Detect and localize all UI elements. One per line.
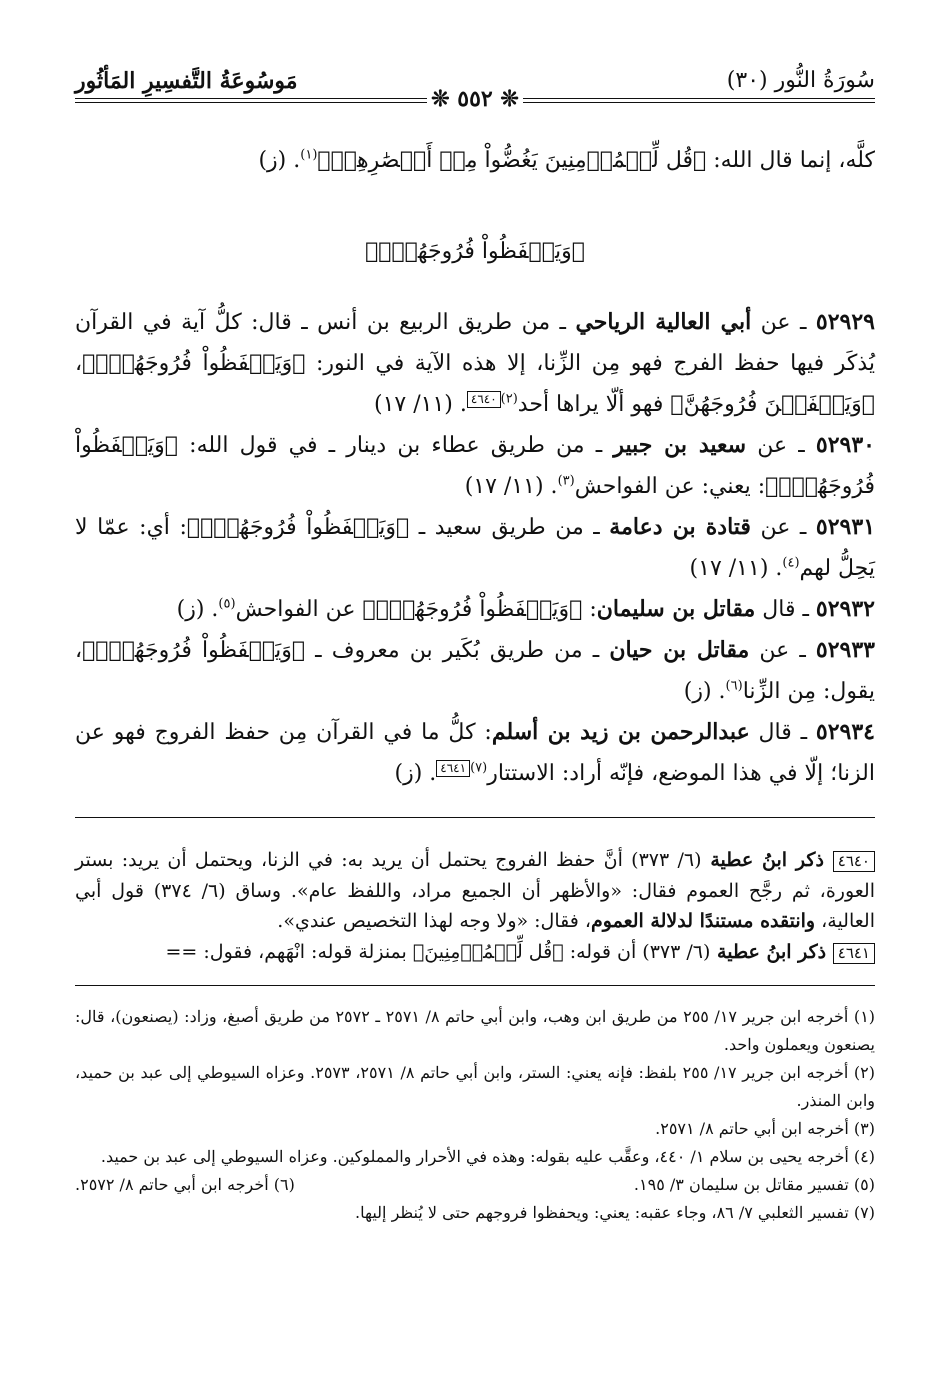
header-rule-left-thin	[75, 102, 427, 103]
footnote-ref[interactable]: (٣)	[557, 473, 575, 489]
footnote-ref[interactable]: (١)	[300, 147, 318, 163]
footnote-3: (٣) أخرجه ابن أبي حاتم ٨/ ٢٥٧١.	[655, 1119, 875, 1138]
narrator-name: عبدالرحمن بن زيد بن أسلم	[491, 719, 750, 745]
footnote-4: (٤) أخرجه يحيى بن سلام ١/ ٤٤٠، وعقَّب عليه بقوله: وهذه في الأحرار والمملوكين. وعزاه السيوطي إلى عبد بن حميد.	[100, 1147, 875, 1166]
page-number: ❊ ٥٥٢ ❊	[431, 86, 519, 112]
footnote-5: (٥) تفسير مقاتل بن سليمان ٣/ ١٩٥.	[633, 1175, 875, 1194]
narrator-name: أبي العالية الرياحي	[575, 309, 752, 335]
footnotes-divider	[75, 985, 875, 986]
entry-52931: ٥٢٩٣١ ـ عن قتادة بن دعامة ـ من طريق سعيد ـ ﴿وَيَحۡفَظُواْ فُرُوجَهُمۡۚ﴾: أي: عمّا لا يَحِلُّ لهم$^{(٤)}$. (١١/ ١٧)	[75, 514, 876, 581]
narrator-name: قتادة بن دعامة	[609, 514, 751, 540]
entry-number: ٥٢٩٣٠	[815, 432, 875, 458]
entry-number: ٥٢٩٣٢	[815, 596, 875, 622]
entry-52933: ٥٢٩٣٣ ـ عن مقاتل بن حيان ـ من طريق بُكَير بن معروف ـ ﴿وَيَحۡفَظُواْ فُرُوجَهُمۡۚ﴾، يقول: مِن الزِّنا$^{(٦)}$. (ز)	[75, 637, 875, 704]
commentary-4640: ٤٦٤٠ ذكر ابنُ عطية (٦/ ٣٧٣) أنَّ حفظ الفروج يحتمل أن يريد به: في الزنا، ويحتمل أن يريد: بستر العورة، ثم رجَّح العموم فقال: «والأظهر أن الجميع مراد، واللفظ عام». وساق (٦/ ٣٧٤) قول أبي العالية، وانتقده مستندًا لدلالة العموم، فقال: «ولا وجه لهذا التخصيص عندي».	[75, 849, 875, 932]
entry-52930: ٥٢٩٣٠ ـ عن سعيد بن جبير ـ من طريق عطاء بن دينار ـ في قول الله: ﴿وَيَحۡفَظُواْ فُرُوجَهُمۡۚ﴾: يعني: عن الفواحش$^{(٣)}$. (١١/ ١٧)	[75, 432, 875, 499]
footnote-ref[interactable]: (٤)	[782, 555, 800, 571]
main-text	[75, 140, 875, 794]
entry-52929: ٥٢٩٢٩ ـ عن أبي العالية الرياحي ـ من طريق الربيع بن أنس ـ قال: كلُّ آية في القرآن يُذكَر فيها حفظ الفرج فهو مِن الزِّنا، إلا هذه الآية في النور: ﴿وَيَحۡفَظُواْ فُرُوجَهُمۡۚ﴾، ﴿وَيَحۡفَظۡنَ فُرُوجَهُنَّ﴾ فهو ألّا يراها أحد$^{(٢)}$٤٦٤٠. (١١/ ١٧)	[75, 309, 875, 417]
entry-number: ٥٢٩٢٩	[815, 309, 875, 335]
verse-heading: ﴿وَيَحۡفَظُواْ فُرُوجَهُمۡۚ﴾	[365, 239, 585, 264]
footnotes-5-6-row	[75, 1171, 875, 1199]
entry-52932: ٥٢٩٣٢ ـ قال مقاتل بن سليمان: ﴿وَيَحۡفَظُواْ فُرُوجَهُمۡۚ﴾ عن الفواحش$^{(٥)}$. (ز)	[176, 596, 875, 622]
commentary-ref-box[interactable]: ٤٦٤٠	[467, 391, 501, 408]
header-rule-right-thin	[523, 102, 875, 103]
book-title: مَوسُوعَةُ التَّفسِيرِ المَأثُور	[75, 68, 298, 94]
header-rule-right	[523, 98, 875, 99]
commentary-ref-box[interactable]: ٤٦٤١	[436, 760, 470, 777]
entry-number: ٥٢٩٣٣	[815, 637, 875, 663]
entry-52934: ٥٢٩٣٤ ـ قال عبدالرحمن بن زيد بن أسلم: كلُّ ما في القرآن مِن حفظ الفروج فهو عن الزنا؛ إلّا في هذا الموضع، فإنّه أراد: الاستتار$^{(٧)}$٤٦٤١. (ز)	[75, 719, 875, 786]
footnote-1: (١) أخرجه ابن جرير ١٧/ ٢٥٥ من طريق ابن وهب، وابن أبي حاتم ٨/ ٢٥٧١ ـ ٢٥٧٢ من طريق أصبغ، وزاد: (يصنعون)، قال: يصنعون ويعملون واحد.	[75, 1007, 876, 1054]
header-rule-left	[75, 98, 427, 99]
footnotes-section	[75, 1003, 875, 1227]
commentary-number-box: ٤٦٤٠	[833, 851, 875, 872]
commentary-divider	[75, 817, 875, 818]
footnote-ref[interactable]: (٦)	[725, 678, 743, 694]
commentary-number-box: ٤٦٤١	[833, 943, 875, 964]
narrator-name: مقاتل بن حيان	[609, 637, 750, 663]
commentary-section	[75, 845, 875, 967]
footnote-7: (٧) تفسير الثعلبي ٧/ ٨٦، وجاء عقبه: يعني: ويحفظوا فروجهم حتى لا يُنظر إليها.	[355, 1203, 875, 1222]
entry-number: ٥٢٩٣١	[815, 514, 876, 540]
intro-line: كلَّه، إنما قال الله: ﴿قُل لِّلۡمُؤۡمِنِينَ يَغُضُّواْ مِنۡ أَبۡصَٰرِهِمۡ﴾$^{(١)}$. (ز)	[258, 147, 875, 173]
narrator-name: سعيد بن جبير	[613, 432, 747, 458]
entry-number: ٥٢٩٣٤	[815, 719, 875, 745]
footnote-ref[interactable]: (٢)	[500, 391, 518, 407]
surah-title: سُورَةُ النُّور (٣٠)	[726, 68, 875, 93]
footnote-ref[interactable]: (٧)	[470, 760, 488, 776]
footnote-2: (٢) أخرجه ابن جرير ١٧/ ٢٥٥ بلفظ: فإنه يعني: الستر، وابن أبي حاتم ٨/ ٢٥٧١، ٢٥٧٣. وعزاه السيوطي إلى عبد بن حميد، وابن المنذر.	[75, 1063, 876, 1110]
footnote-ref[interactable]: (٥)	[218, 596, 236, 612]
footnote-6: (٦) أخرجه ابن أبي حاتم ٨/ ٢٥٧٢.	[75, 1175, 295, 1194]
page-header	[75, 62, 875, 122]
narrator-name: مقاتل بن سليمان	[596, 596, 756, 622]
commentary-4641: ٤٦٤١ ذكر ابنُ عطية (٦/ ٣٧٣) أن قوله: ﴿قُل لِّلۡمُؤۡمِنِينَ﴾ بمنزلة قوله: انْهَهم، فقول: ==	[75, 937, 875, 968]
